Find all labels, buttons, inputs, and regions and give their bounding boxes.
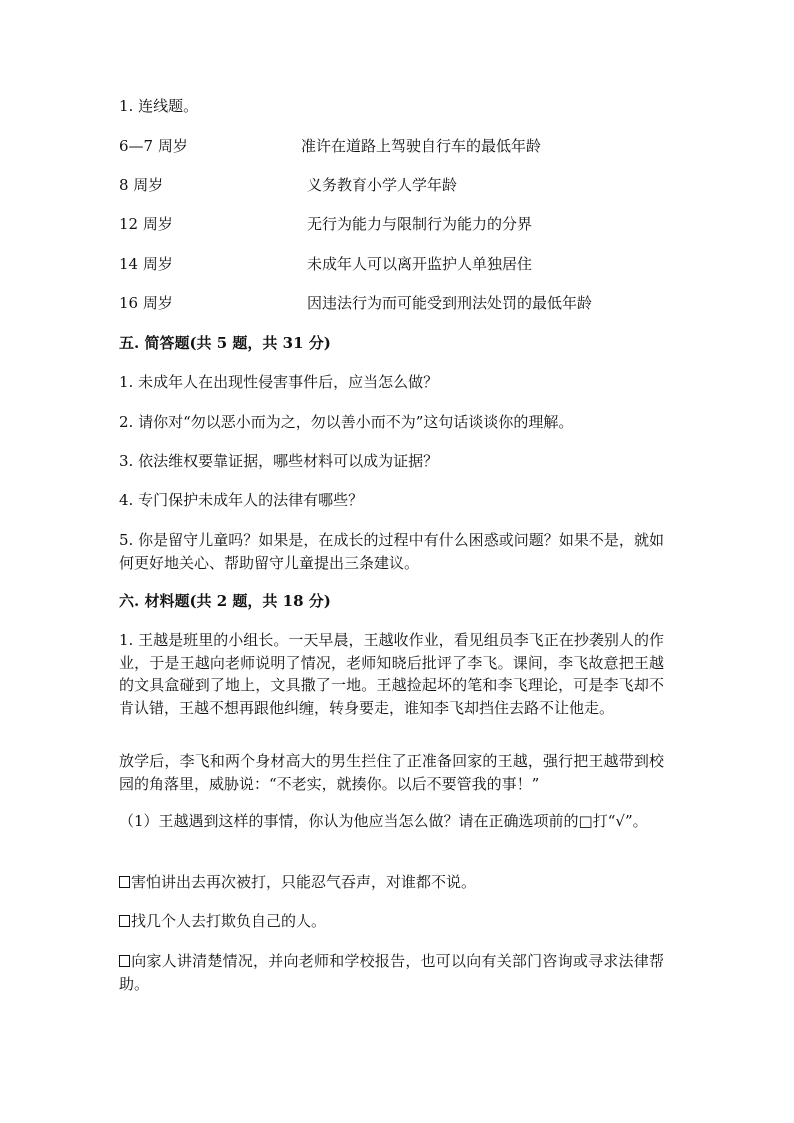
- matching-age: 6—7 周岁: [119, 137, 188, 155]
- section-six-title: 六. 材料题(共 2 题，共 18 分): [119, 592, 331, 610]
- matching-age: 12 周岁: [119, 215, 173, 233]
- matching-description: 义务教育小学人学年龄: [307, 176, 458, 194]
- matching-description: 未成年人可以离开监护人单独居住: [307, 255, 533, 273]
- option-text: 找几个人去打欺负自己的人。: [131, 912, 327, 930]
- option-text: 向家人讲清楚情况，并向老师和学校报告，也可以向有关部门咨询或寻求法律帮助。: [119, 952, 664, 993]
- matching-age: 8 周岁: [119, 176, 164, 194]
- material-paragraph-1: 1. 王越是班里的小组长。一天早晨，王越收作业，看见组员李飞正在抄袭别人的作业，于是王越向老师说明了情况，老师知晓后批评了李飞。课间，李飞故意把王越的文具盒碰到了地上，文具撒了一地。王越捡起坏的笔和李飞理论，可是李飞却不肯认错，王越不想再跟他纠缠，转身要走，谁知李飞却挡住去路不让他走。: [119, 631, 664, 717]
- checkbox-icon: [119, 955, 130, 967]
- matching-description: 无行为能力与限制行为能力的分界: [307, 215, 533, 233]
- checkbox-icon: [119, 915, 130, 927]
- matching-age: 16 周岁: [119, 294, 173, 312]
- matching-heading: 1. 连线题。: [119, 97, 199, 115]
- question-1: 1. 未成年人在出现性侵害事件后，应当怎么做？: [119, 373, 439, 391]
- matching-description: 因违法行为而可能受到刑法处罚的最低年龄: [307, 294, 593, 312]
- question-2: 2. 请你对“勿以恶小而为之，勿以善小而不为”这句话谈谈你的理解。: [119, 413, 574, 431]
- checkbox-icon: [119, 876, 130, 888]
- section-five-title: 五. 简答题(共 5 题，共 31 分): [119, 334, 331, 352]
- matching-description: 准许在道路上驾驶自行车的最低年龄: [301, 137, 542, 155]
- question-5: 5. 你是留守儿童吗？如果是，在成长的过程中有什么困惑或问题？如果不是，就如何更好地关心、帮助留守儿童提出三条建议。: [119, 531, 664, 572]
- material-paragraph-2: 放学后，李飞和两个身材高大的男生拦住了正准备回家的王越，强行把王越带到校园的角落里，威胁说：“不老实，就揍你。以后不要管我的事！”: [119, 752, 664, 793]
- option-3: [119, 950, 664, 995]
- option-2: [119, 911, 664, 931]
- sub-question-1: （1）王越遇到这样的事情，你认为他应当怎么做？请在正确选项前的□打“√”。: [119, 812, 648, 830]
- question-3: 3. 依法维权要靠证据，哪些材料可以成为证据？: [119, 452, 439, 470]
- question-4: 4. 专门保护未成年人的法律有哪些？: [119, 491, 364, 509]
- matching-age: 14 周岁: [119, 255, 173, 273]
- option-text: 害怕讲出去再次被打，只能忍气吞声，对谁都不说。: [131, 873, 477, 891]
- option-1: [119, 872, 664, 892]
